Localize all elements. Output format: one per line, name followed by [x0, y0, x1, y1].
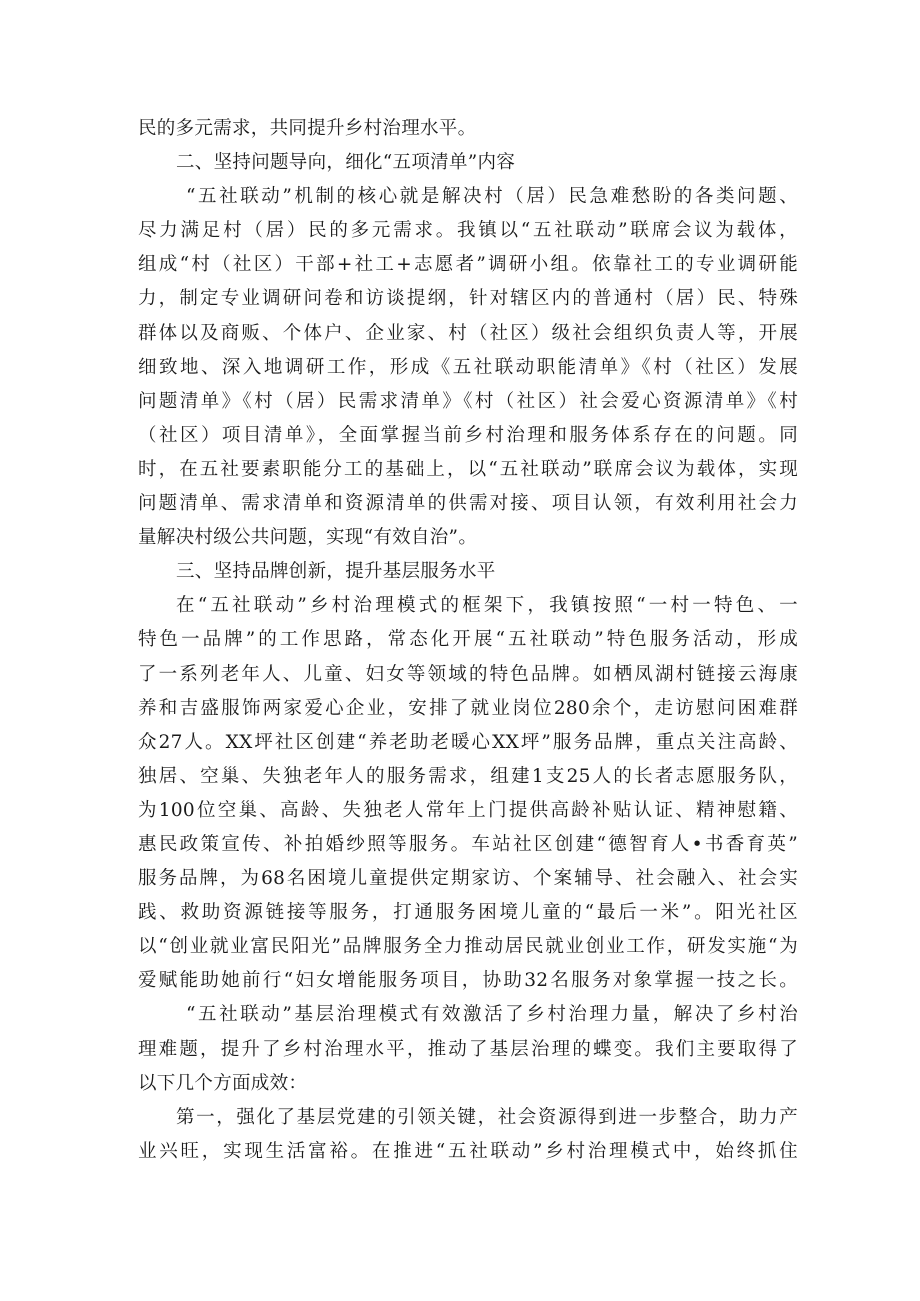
- paragraph-line: 量解决村级公共问题，实现“有效自治”。: [138, 527, 478, 549]
- paragraph-line: 第一，强化了基层党建的引领关键，社会资源得到进一步整合，助力产: [176, 1106, 798, 1128]
- paragraph-line: 了一系列老年人、儿童、妇女等领域的特色品牌。如栖凤湖村链接云海康: [138, 663, 798, 685]
- paragraph-line: 理难题，提升了乡村治理水平，推动了基层治理的蝶变。我们主要取得了: [138, 1038, 798, 1060]
- paragraph-line: 以下几个方面成效：: [138, 1072, 308, 1094]
- paragraph-line: 以“创业就业富民阳光”品牌服务全力推动居民就业创业工作，研发实施“为: [138, 936, 798, 958]
- paragraph-line: 问题清单、需求清单和资源清单的供需对接、项目认领，有效利用社会力: [138, 493, 798, 515]
- paragraph-line: 惠民政策宣传、补拍婚纱照等服务。车站社区创建“德智育人•书香育英”: [138, 833, 798, 855]
- paragraph-line: （社区）项目清单》，全面掌握当前乡村治理和服务体系存在的问题。同: [138, 424, 798, 446]
- paragraph-line: 服务品牌，为68名困境儿童提供定期家访、个案辅导、社会融入、社会实: [138, 868, 798, 890]
- paragraph-line: “五社联动”机制的核心就是解决村（居）民急难愁盼的各类问题、: [186, 186, 798, 208]
- paragraph-line: 践、救助资源链接等服务，打通服务困境儿童的“最后一米”。阳光社区: [138, 902, 798, 924]
- document-body: [138, 112, 798, 1169]
- paragraph-line: 群体以及商贩、个体户、企业家、村（社区）级社会组织负责人等，开展: [138, 322, 798, 344]
- paragraph-line: 爱赋能助她前行“妇女增能服务项目，协助32名服务对象掌握一技之长。: [138, 970, 798, 992]
- paragraph-line: 为100位空巢、高龄、失独老人常年上门提供高龄补贴认证、精神慰籍、: [138, 799, 798, 821]
- paragraph-line: 时，在五社要素职能分工的基础上，以“五社联动”联席会议为载体，实现: [138, 458, 798, 480]
- paragraph-line: 力，制定专业调研问卷和访谈提纲，针对辖区内的普通村（居）民、特殊: [138, 288, 798, 310]
- paragraph-line: “五社联动”基层治理模式有效激活了乡村治理力量，解决了乡村治: [186, 1004, 798, 1026]
- paragraph-line: 众27人。XX坪社区创建“养老助老暖心XX坪”服务品牌，重点关注高龄、: [138, 731, 798, 753]
- paragraph-line: 组成“村（社区）干部+社工+志愿者”调研小组。依靠社工的专业调研能: [138, 254, 798, 276]
- paragraph-line: 养和吉盛服饰两家爱心企业，安排了就业岗位280余个，走访慰问困难群: [138, 697, 798, 719]
- paragraph-line: 独居、空巢、失独老年人的服务需求，组建1支25人的长者志愿服务队，: [138, 765, 798, 787]
- section-heading-3: 三、坚持品牌创新，提升基层服务水平: [176, 561, 496, 583]
- paragraph-line: 特色一品牌”的工作思路，常态化开展“五社联动”特色服务活动，形成: [138, 629, 798, 651]
- paragraph-line: 细致地、深入地调研工作，形成《五社联动职能清单》《村（社区）发展: [138, 356, 798, 378]
- paragraph-line: 在“五社联动”乡村治理模式的框架下，我镇按照“一村一特色、一: [176, 595, 798, 617]
- paragraph-line: 问题清单》《村（居）民需求清单》《村（社区）社会爱心资源清单》《村: [138, 390, 798, 412]
- section-heading-2: 二、坚持问题导向，细化“五项清单”内容: [176, 152, 516, 174]
- paragraph-line: 业兴旺，实现生活富裕。在推进“五社联动”乡村治理模式中，始终抓住: [138, 1140, 798, 1162]
- paragraph-line: 尽力满足村（居）民的多元需求。我镇以“五社联动”联席会议为载体，: [138, 220, 798, 242]
- paragraph-line: 民的多元需求，共同提升乡村治理水平。: [138, 118, 477, 139]
